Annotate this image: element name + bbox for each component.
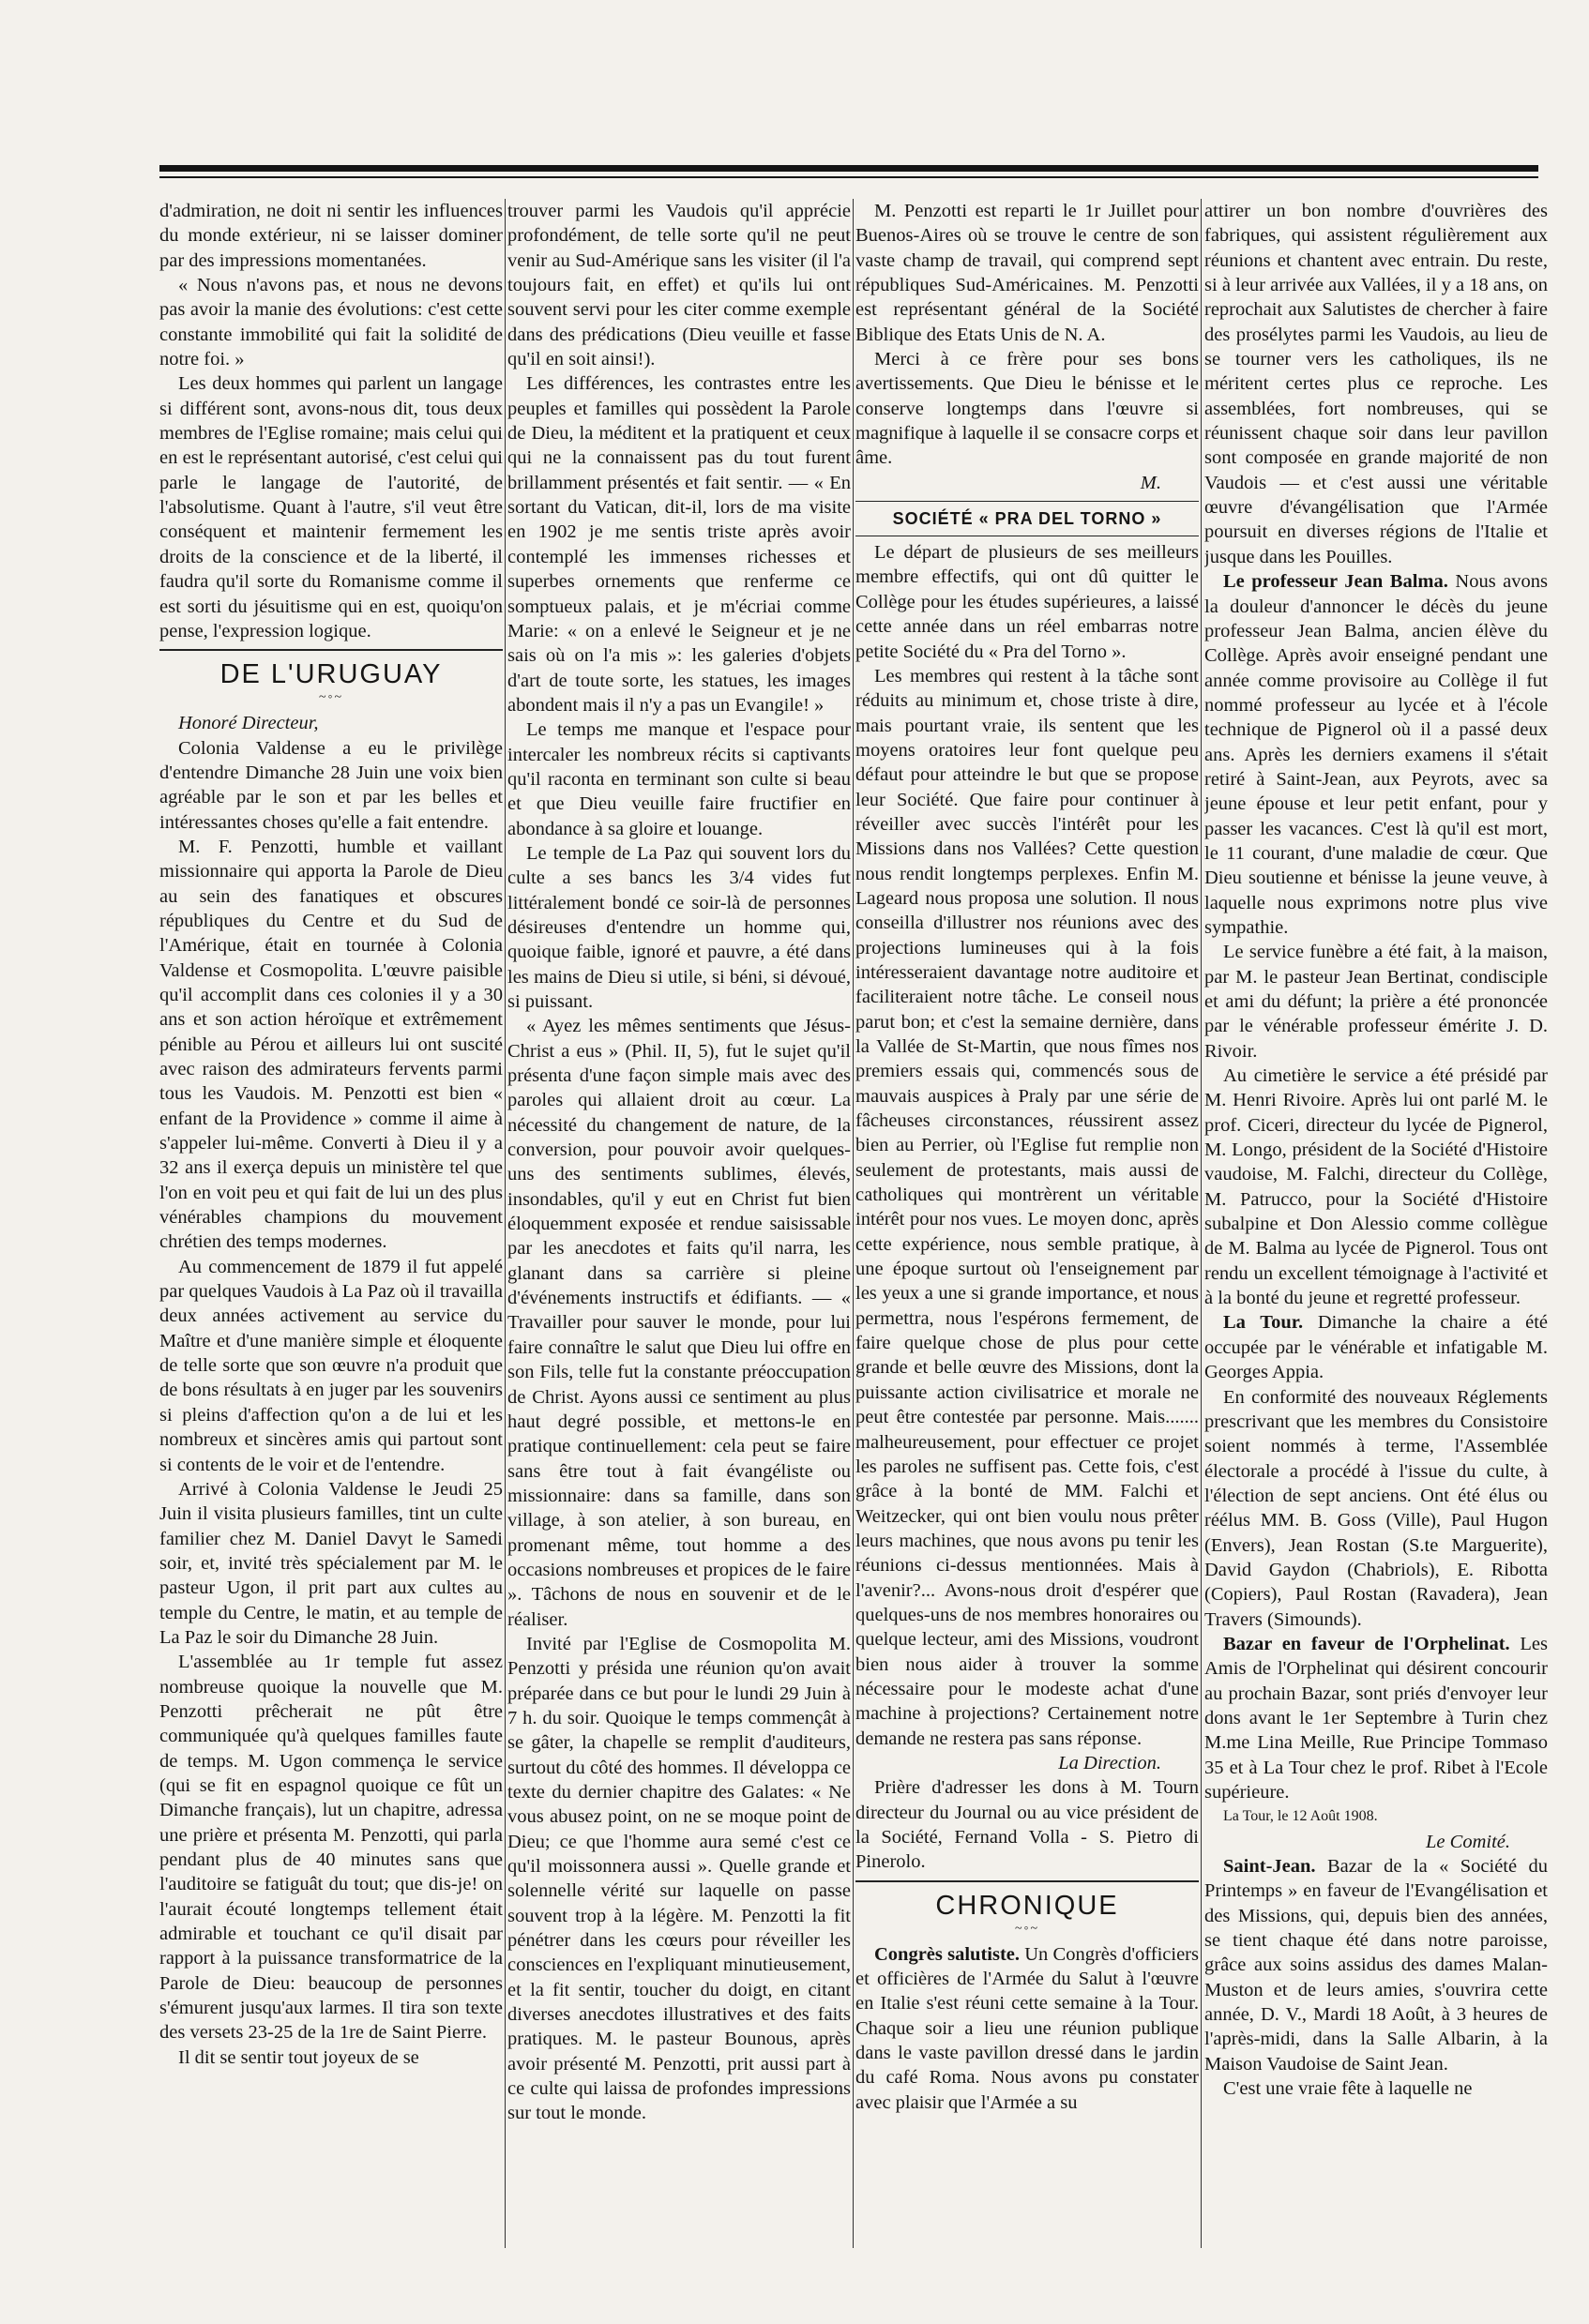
paragraph-text: Nous avons la douleur d'annoncer le décès du jeune professeur Jean Balma, ancien élève du Collège. Après avoir enseigné pendant une année comme provisoire au Collège il fut nommé professeur au lycée et à l'école technique de Pignerol où il a passé deux ans. Après les derniers examens il s'était retiré à Saint-Jean, aux Peyrots, avec sa jeune épouse et leur petit enfant, pour y passer les vacances. C'est là qu'il est mort, le 11 courant, d'une maladie de cœur. Que Dieu soutienne et bénisse la jeune veuve, à laquelle nous exprimons notre plus vive sympathie.: [1204, 571, 1548, 938]
paragraph: M. F. Penzotti, humble et vaillant missionnaire qui apporta la Parole de Dieu au sein des fanatiques et obscures républiques du Centre et du Sud de l'Amérique, était en tournée à Colonia Valdense et Cosmopolita. L'œuvre paisible qu'il accomplit dans ces colonies il y a 30 ans et son action héroïque et extrêmement pénible au Pérou et ailleurs lui ont suscité avec raison des admirateurs fervents parmi tous les Vaudois. M. Penzotti est bien « enfant de la Providence » comme il aime à s'appeler lui-même. Converti à Dieu il y a 32 ans il exerça depuis un ministère tel que l'on en voit peu et qui fait de lui un des plus vénérables champions du mouvement chrétien des temps modernes.: [159, 836, 503, 1253]
paragraph-text: Dimanche la chaire a été occupée par le vénérable et infatigable M. Georges Appia.: [1204, 1312, 1548, 1383]
paragraph: Colonia Valdense a eu le privilège d'entendre Dimanche 28 Juin une voix bien agréable par le son et par les belles et intéressantes choses qu'elle a fait entendre.: [159, 737, 503, 833]
section-divider: [855, 1880, 1199, 1882]
column-2: [507, 199, 851, 2248]
signature: M.: [1140, 472, 1161, 493]
column-3: [855, 199, 1199, 2248]
paragraph: Au commencement de 1879 il fut appelé par quelques Vaudois à La Paz où il travailla deux années activement au service du Maître et d'une manière simple et éloquente de telle sorte que son œuvre n'a produit que de bons résultats à en juger par les souvenirs si pleins d'affection qu'on a de lui et les nombreux et sincères amis qui partout sont si contents de le voir et de l'entendre.: [159, 1256, 503, 1475]
paragraph: [1204, 1310, 1548, 1384]
paragraph: Le temple de La Paz qui souvent lors du culte a ses bancs les 3/4 vides fut littéralement bondé ce soir-là de personnes désireuses d'entendre un homme qui, quoique faible, ignoré et pauvre, a été dans les mains de Dieu si utile, si béni, si dévoué, si puissant.: [507, 842, 851, 1012]
column-1: [159, 199, 503, 2248]
column-rule: [853, 199, 854, 2248]
paragraph: C'est une vraie fête à laquelle ne: [1223, 2078, 1473, 2100]
dateline: La Tour, le 12 Août 1908.: [1223, 1808, 1378, 1825]
lead-in: Bazar en faveur de l'Orphelinat.: [1223, 1633, 1510, 1654]
paragraph: « Nous n'avons pas, et nous ne devons pas avoir la manie des évolutions: c'est cette constante immobilité qui fait la solidité de notre foi. »: [159, 275, 503, 370]
column-rule: [1201, 199, 1202, 2248]
paragraph: Au cimetière le service a été présidé par M. Henri Rivoire. Après lui ont parlé M. le prof. Ciceri, directeur du lycée de Pignerol, M. Longo, président de la Société d'Histoire vaudoise, M. Falchi, directeur du Collège, M. Patrucco, pour la Société d'Histoire subalpine et Don Alessio comme collègue de M. Balma au lycée de Pignerol. Tous ont rendu un excellent témoignage à l'activité et à la bonté du jeune et regretté professeur.: [1204, 1065, 1548, 1309]
paragraph: Les différences, les contrastes entre les peuples et familles qui possèdent la Parole de Dieu, la méditent et la pratiquent et ceux qui ne la connaissent pas du tout furent brillamment présentés et fait sentir. — « En sortant du Vatican, dit-il, lors de ma visite en 1902 je me sentis triste après avoir contemplé les immenses richesses et superbes ornements que renferme ce somptueux palais, et je m'écriai comme Marie: « on a enlevé le Seigneur et je ne sais où on l'a mis »: les galeries d'objets d'art de toute sorte, les statues, les images abondent mais il n'y a pas un Evangile! »: [507, 373, 851, 716]
section-heading-uruguay: DE L'URUGUAY: [219, 659, 443, 690]
ornament-divider: ~◦~: [318, 690, 344, 705]
signature: La Direction.: [1058, 1752, 1161, 1773]
ornament-divider: ~◦~: [1014, 1921, 1040, 1936]
lead-in: La Tour.: [1223, 1312, 1304, 1334]
lead-in: Congrès salutiste.: [874, 1943, 1020, 1965]
column-rule: [505, 199, 506, 2248]
paragraph: Les deux hommes qui parlent un langage si différent sont, avons-nous dit, tous deux membres de l'Eglise romaine; mais celui qui en est le représentant autorisé, c'est celui qui parle le langage de l'autorité, de l'absolutisme. Quant à l'autre, s'il veut être conséquent et maintenir fermement les droits de la conscience et de la liberté, il faudra qu'il sorte du Romanisme comme il est sorti du jésuitisme qui en est, quoiqu'on pense, l'expression logique.: [159, 373, 503, 641]
lead-in: Saint-Jean.: [1223, 1856, 1316, 1878]
paragraph-text: Bazar de la « Société du Printemps » en faveur de l'Evangélisation et des Missions, qui, depuis bien des années, se tient chaque été dans notre paroisse, grâce aux soins assidus des dames Malan-Muston et de leurs amies, s'ouvrira cette année, D. V., Mardi 18 Août, à 3 heures de l'après-midi, dans la Salle Albarin, à la Maison Vaudoise de Saint Jean.: [1204, 1856, 1548, 2075]
paragraph: L'assemblée au 1r temple fut assez nombreuse quoique la nouvelle que M. Penzotti prêcherait ne pût être communiquée qu'à quelques familles faute de temps. M. Ugon commença le service (qui se fit en espagnol quoique ce fût un Dimanche français), lut un chapitre, adressa une prière et présenta M. Penzotti, qui parla pendant plus de 40 minutes sans que l'auditoire se fatiguât du tout; que dis-je! on l'aurait écouté longtemps tellement était admirable et touchant ce qu'il disait par rapport à la puissance transformatrice de la Parole de Dieu: beaucoup de personnes s'émurent jusqu'aux larmes. Il tira son texte des versets 23-25 de la 1re de Saint Pierre.: [159, 1652, 503, 2044]
section-heading-pra-del-torno: SOCIÉTÉ « PRA DEL TORNO »: [892, 509, 1162, 529]
paragraph-text: Un Congrès d'officiers et officières de l'Armée du Salut à l'œuvre en Italie s'est réuni cette semaine à la Tour. Chaque soir a lieu une réunion publique dans le vaste pavillon dressé dans le jardin du café Roma. Nous avons pu constater avec plaisir que l'Armée a su: [855, 1943, 1199, 2113]
top-rule-thin: [159, 176, 1538, 178]
paragraph: Il dit se sentir tout joyeux de se: [178, 2046, 419, 2068]
signature: Le Comité.: [1426, 1831, 1510, 1852]
paragraph: [1204, 1632, 1548, 1804]
section-divider: [855, 501, 1199, 502]
paragraph: attirer un bon nombre d'ouvrières des fabriques, qui assistent régulièrement aux réunions et chantent avec entrain. Du reste, si à leur arrivée aux Vallées, il y a 18 ans, on reprochait aux Salutistes de chercher à faire des prosélytes parmi les Vaudois, au lieu de se tourner vers les catholiques, ils ne méritent certes plus ce reproche. Les assemblées, fort nombreuses, qui se réunissent chaque soir dans leur pavillon sont composée en grande majorité de non Vaudois — et c'est aussi une véritable œuvre d'évangélisation que l'Armée poursuit en diverses régions de l'Italie et jusque dans les Pouilles.: [1204, 201, 1548, 567]
paragraph: Arrivé à Colonia Valdense le Jeudi 25 Juin il visita plusieurs familles, tint un culte familier chez M. Daniel Davyt le Samedi soir, et, invité très spécialement par M. le pasteur Ugon, il prit part aux cultes au temple du Centre, le matin, et au temple de La Paz le soir du Dimanche 28 Juin.: [159, 1478, 503, 1648]
top-rule: [159, 165, 1538, 172]
salutation: Honoré Directeur,: [178, 713, 319, 734]
paragraph: Prière d'adresser les dons à M. Tourn directeur du Journal ou au vice président de la Société, Fernand Volla - S. Pietro di Pinerolo.: [855, 1777, 1199, 1873]
paragraph: En conformité des nouveaux Réglements prescrivant que les membres du Consistoire soient nommés à terme, l'Assemblée électorale a procédé à l'issue du culte, à l'élection de sept anciens. Ont été élus ou réélus MM. B. Goss (Ville), Paul Hugon (Envers), Jean Rostan (S.te Marguerite), David Gaydon (Chabriols), E. Ribotta (Copiers), Paul Rostan (Ravadera), Jean Travers (Simounds).: [1204, 1386, 1548, 1630]
column-4: [1204, 199, 1548, 2248]
paragraph-text: Les Amis de l'Orphelinat qui désirent concourir au prochain Bazar, sont priés d'envoyer leur dons avant le 1er Septembre à Turin chez M.me Lina Meille, Rue Principe Tommaso 35 et à La Tour chez le prof. Ribet à l'Ecole supérieure.: [1204, 1633, 1548, 1803]
paragraph: Le service funèbre a été fait, à la maison, par M. le pasteur Jean Bertinat, condisciple et ami du défunt; la prière a été prononcée par le vénérable professeur émérite J. D. Rivoir.: [1204, 942, 1548, 1062]
paragraph: M. Penzotti est reparti le 1r Juillet pour Buenos-Aires où se trouve le centre de son vaste champ de travail, qui comprend sept républiques Sud-Américaines. M. Penzotti est représentant général de la Société Biblique des Etats Unis de N. A.: [855, 201, 1199, 345]
paragraph: Le temps me manque et l'espace pour intercaler les nombreux récits si captivants qu'il raconta en terminant son culte si beau et que Dieu veuille faire fructifier en abondance à sa gloire et louange.: [507, 719, 851, 839]
paragraph: Les membres qui restent à la tâche sont réduits au minimum et, chose triste à dire, mais pourtant vraie, ils sentent que les moyens oratoires leur font quelque peu défaut pour atteindre le but que se propose leur Société. Que faire pour continuer à réveiller avec succès l'intérêt pour les Missions dans nos Vallées? Cette question nous rendit longtemps perplexes. Enfin M. Lageard nous proposa une solution. Il nous conseilla d'illustrer nos réunions avec des projections lumineuses qui à la fois intéresseraient davantage notre auditoire et faciliteraient notre tâche. Le conseil nous parut bon; et c'est la semaine dernière, dans la Vallée de St-Martin, que nous fîmes nos premiers essais qui, commencés sous de mauvais auspices à Praly par une série de fâcheuses circonstances, réussirent assez bien au Perrier, où l'Eglise fut remplie non seulement de protestants, mais aussi de catholiques qui montrèrent un véritable intérêt pour nos vues. Le moyen donc, après cette expérience, nous semble pratique, à une époque surtout où l'enseignement par les yeux a une si grande importance, et nous permettra, nous l'espérons fermement, de faire quelque chose de plus pour cette grande et belle œuvre des Missions, dont la puissante action civilisatrice et morale ne peut être contestée par personne. Mais....... malheureusement, pour effectuer ce projet les paroles ne suffisent pas. Cette fois, c'est grâce à la bonté de MM. Falchi et Weitzecker, qui ont bien voulu nous prêter leurs machines, que nous avons pu tenir les réunions ci-dessus mentionnées. Mais à l'avenir?... Avons-nous droit d'espérer que quelques-uns de nos membres honoraires ou quelque lecteur, ami des Missions, voudront bien nous aider à trouver la somme nécessaire pour le modeste achat d'une machine à projections? Certainement notre demande ne restera pas sans réponse.: [855, 665, 1199, 1749]
paragraph: Merci à ce frère pour ses bons avertissements. Que Dieu le bénisse et le conserve longtemps dans l'œuvre si magnifique à laquelle il se consacre corps et âme.: [855, 349, 1199, 469]
newspaper-page: [159, 199, 1548, 2248]
paragraph: trouver parmi les Vaudois qu'il apprécie profondément, de telle sorte qu'il ne peut venir au Sud-Amérique sans les visiter (il l'a toujours fait, en effet) et qu'ils lui ont souvent servi pour les citer comme exemple dans des prédications (Dieu veuille et fasse qu'il en soit ainsi!).: [507, 201, 851, 370]
paragraph: « Ayez les mêmes sentiments que Jésus-Christ a eus » (Phil. II, 5), fut le sujet qu'il présenta d'une façon simple mais avec des paroles qui allaient droit au cœur. La nécessité du changement de nature, de la conversion, pour pouvoir avoir quelques-uns des sentiments sublimes, élevés, insondables, qu'il y eut en Christ fut bien éloquemment exposée et rendue saisissable par les anecdotes et faits qu'il narra, les glanant dans sa carrière si pleine d'événements instructifs et édifiants. — « Travailler pour sauver le monde, pour lui faire connaître le salut que Dieu lui offre en son Fils, telle fut la constante préoccupation de Christ. Ayons aussi ce sentiment au plus haut degré possible, et mettons-le en pratique continuellement: cela peut se faire sans être tout à fait évangéliste ou missionnaire: dans sa famille, dans son village, à son atelier, à son bureau, en promenant même, tout homme a des occasions nombreuses et propices de le faire ». Tâchons de nous en souvenir et de le réaliser.: [507, 1016, 851, 1630]
paragraph: d'admiration, ne doit ni sentir les influences du monde extérieur, ni se laisser dominer par des impressions momentanées.: [159, 201, 503, 271]
paragraph: [1204, 1854, 1548, 2076]
section-heading-chronique: CHRONIQUE: [935, 1890, 1119, 1921]
paragraph: [1204, 569, 1548, 940]
paragraph: Le départ de plusieurs de ses meilleurs membre effectifs, qui ont dû quitter le Collège pour les études supérieures, a laissé cette année dans un réel embarras notre petite Société du « Pra del Torno ».: [855, 542, 1199, 662]
section-divider: [159, 649, 503, 651]
lead-in: Le professeur Jean Balma.: [1223, 571, 1448, 593]
paragraph: Invité par l'Eglise de Cosmopolita M. Penzotti y présida une réunion qu'on avait préparée dans ce but pour le lundi 29 Juin à 7 h. du soir. Quoique le temps commençât à se gâter, la chapelle se remplit d'auditeurs, surtout du côté des hommes. Il développa ce texte du dernier chapitre des Galates: « Ne vous abusez point, on ne se moque point de Dieu; ce que l'homme aura semé c'est ce qu'il moissonnera aussi ». Quelle grande et solennelle vérité sur laquelle on passe souvent trop à la légère. M. Penzotti la fit pénétrer dans les cœurs pour réveiller les consciences en l'expliquant minutieusement, et la fit sentir, toucher du doigt, en citant diverses anecdotes illustratives et des faits pratiques. M. le pasteur Bounous, après avoir présenté M. Penzotti, prit aussi part à ce culte qui laissa de profondes impressions sur tout le monde.: [507, 1633, 851, 2124]
paragraph: [855, 1942, 1199, 2115]
